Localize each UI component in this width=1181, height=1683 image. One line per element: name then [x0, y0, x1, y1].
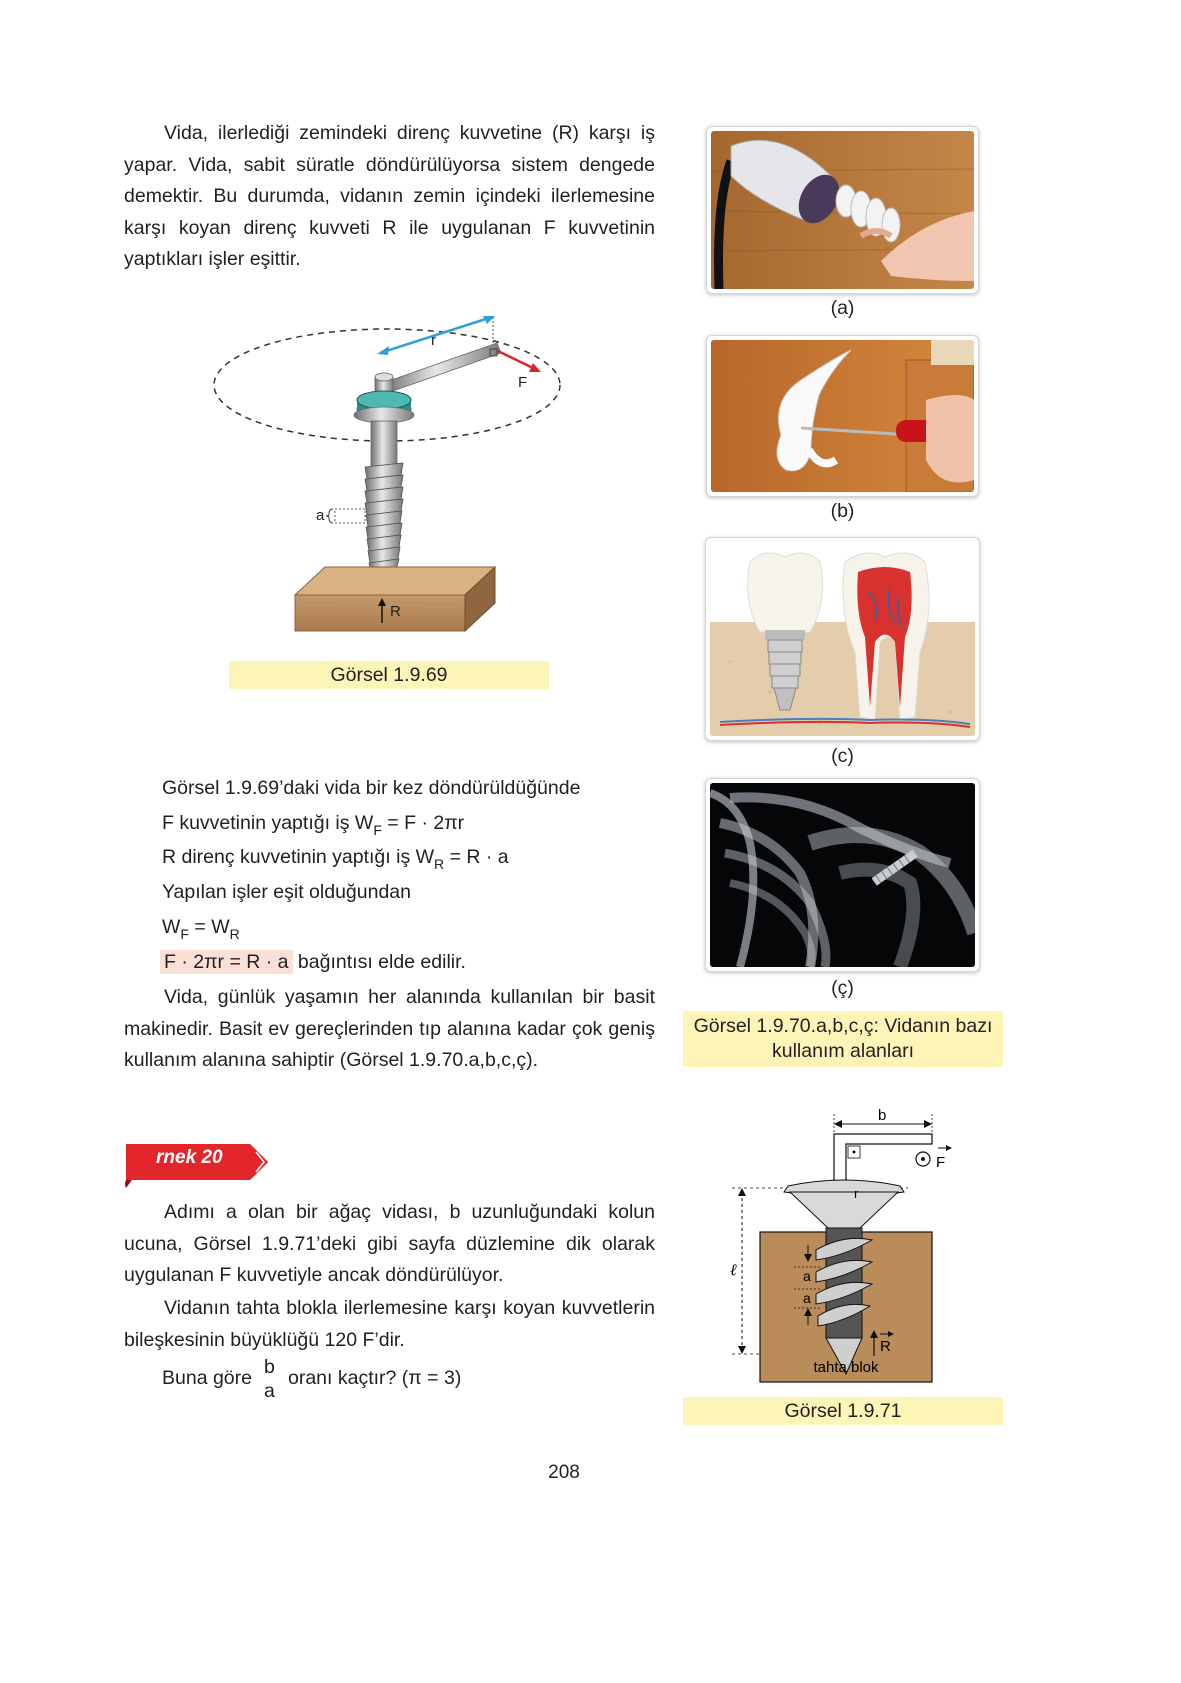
figure-69-screw-illustration [205, 305, 575, 645]
example-badge-label: rnek 20 [156, 1147, 223, 1168]
figure-71-caption-text: Görsel 1.9.71 [784, 1400, 902, 1422]
radius-arrow [380, 317, 492, 353]
photo-a-lamp [706, 126, 979, 294]
figure-69-caption-text: Görsel 1.9.69 [330, 664, 448, 686]
usage-paragraph [124, 982, 655, 1077]
photos-caption-text: Görsel 1.9.70.a,b,c,ç: Vidanın bazı kullanım alanları [693, 1015, 993, 1062]
derivation-line-6: F · 2πr = R · a bağıntısı elde edilir. [160, 950, 466, 974]
photo-c-label: (c) [831, 745, 854, 767]
photos-caption [683, 1011, 1003, 1067]
derivation-line-4: Yapılan işler eşit olduğundan [162, 881, 411, 903]
label-b: b [878, 1107, 887, 1124]
handle-arm [383, 343, 501, 393]
label-R: R [390, 603, 401, 620]
derivation-line-3: R direnç kuvvetinin yaptığı iş $W_R = R \cdot a$ [162, 846, 509, 872]
fraction-denominator: a [264, 1380, 275, 1402]
derivation-line-2: F kuvvetinin yaptığı iş $W_F = F \cdot 2\pi r$ [162, 812, 465, 838]
photo-b-label: (b) [830, 500, 855, 522]
label-r: r [431, 332, 436, 349]
figure-69-caption [229, 661, 549, 689]
derivation-line-1: Görsel 1.9.69’daki vida bir kez döndürüldüğünde [162, 777, 581, 799]
page-number: 208 [548, 1462, 580, 1483]
example-paragraph-2-text: Vidanın tahta blokla ilerlemesine karşı koyan kuvvetlerin bileşkesinin büyüklüğü 120 F’dir. [124, 1297, 655, 1351]
photo-b-hook [706, 335, 979, 497]
example-paragraph-1-text: Adımı a olan bir ağaç vidası, b uzunluğundaki kolun ucuna, Görsel 1.9.71’deki gibi sayfa düzlemine dik olarak uygulanan F kuvvetiyle ancak döndürülüyor. [124, 1201, 655, 1286]
photo-a-label: (a) [830, 297, 855, 319]
figure-71-caption [683, 1397, 1003, 1425]
photo-c-tooth-implant [705, 537, 980, 741]
figure-71-screw-diagram [720, 1100, 980, 1390]
example-paragraph-1 [124, 1197, 655, 1292]
photo-cc-label: (ç) [831, 977, 854, 999]
example-paragraph-2 [124, 1293, 655, 1356]
usage-paragraph-text: Vida, günlük yaşamın her alanında kullanılan bir basit makinedir. Basit ev gereçlerinden tıp alanına kadar çok geniş kullanım alanına sahiptir (Görsel 1.9.70.a,b,c,ç). [124, 986, 655, 1071]
derivation-line-5: $W_F = W_R$ [162, 916, 240, 942]
label-l: ℓ [730, 1262, 737, 1279]
label-r: r [854, 1186, 859, 1201]
label-a-2: a [803, 1290, 811, 1306]
highlighted-formula: F · 2πr = R · a [160, 950, 293, 974]
label-f: F [936, 1154, 946, 1171]
intro-paragraph [124, 118, 655, 276]
wood-block [295, 567, 495, 595]
label-R: R [880, 1338, 891, 1355]
label-f: F [518, 374, 528, 391]
block-label: tahta blok [813, 1359, 879, 1376]
label-a-1: a [803, 1268, 811, 1284]
fraction-numerator: b [264, 1356, 275, 1378]
label-a: a [316, 507, 325, 524]
intro-paragraph-text: Vida, ilerlediği zemindeki direnç kuvvetine (R) karşı iş yapar. Vida, sabit süratle döndürülüyorsa sistem dengede demektir. Bu durumda, vidanın zemin içindeki ilerlemesine karşı koyan direnç kuvveti R ile uygulanan F kuvvetinin yaptıkları işler eşittir. [124, 122, 655, 270]
photo-cc-xray [705, 778, 980, 972]
screw-threads [365, 463, 403, 583]
